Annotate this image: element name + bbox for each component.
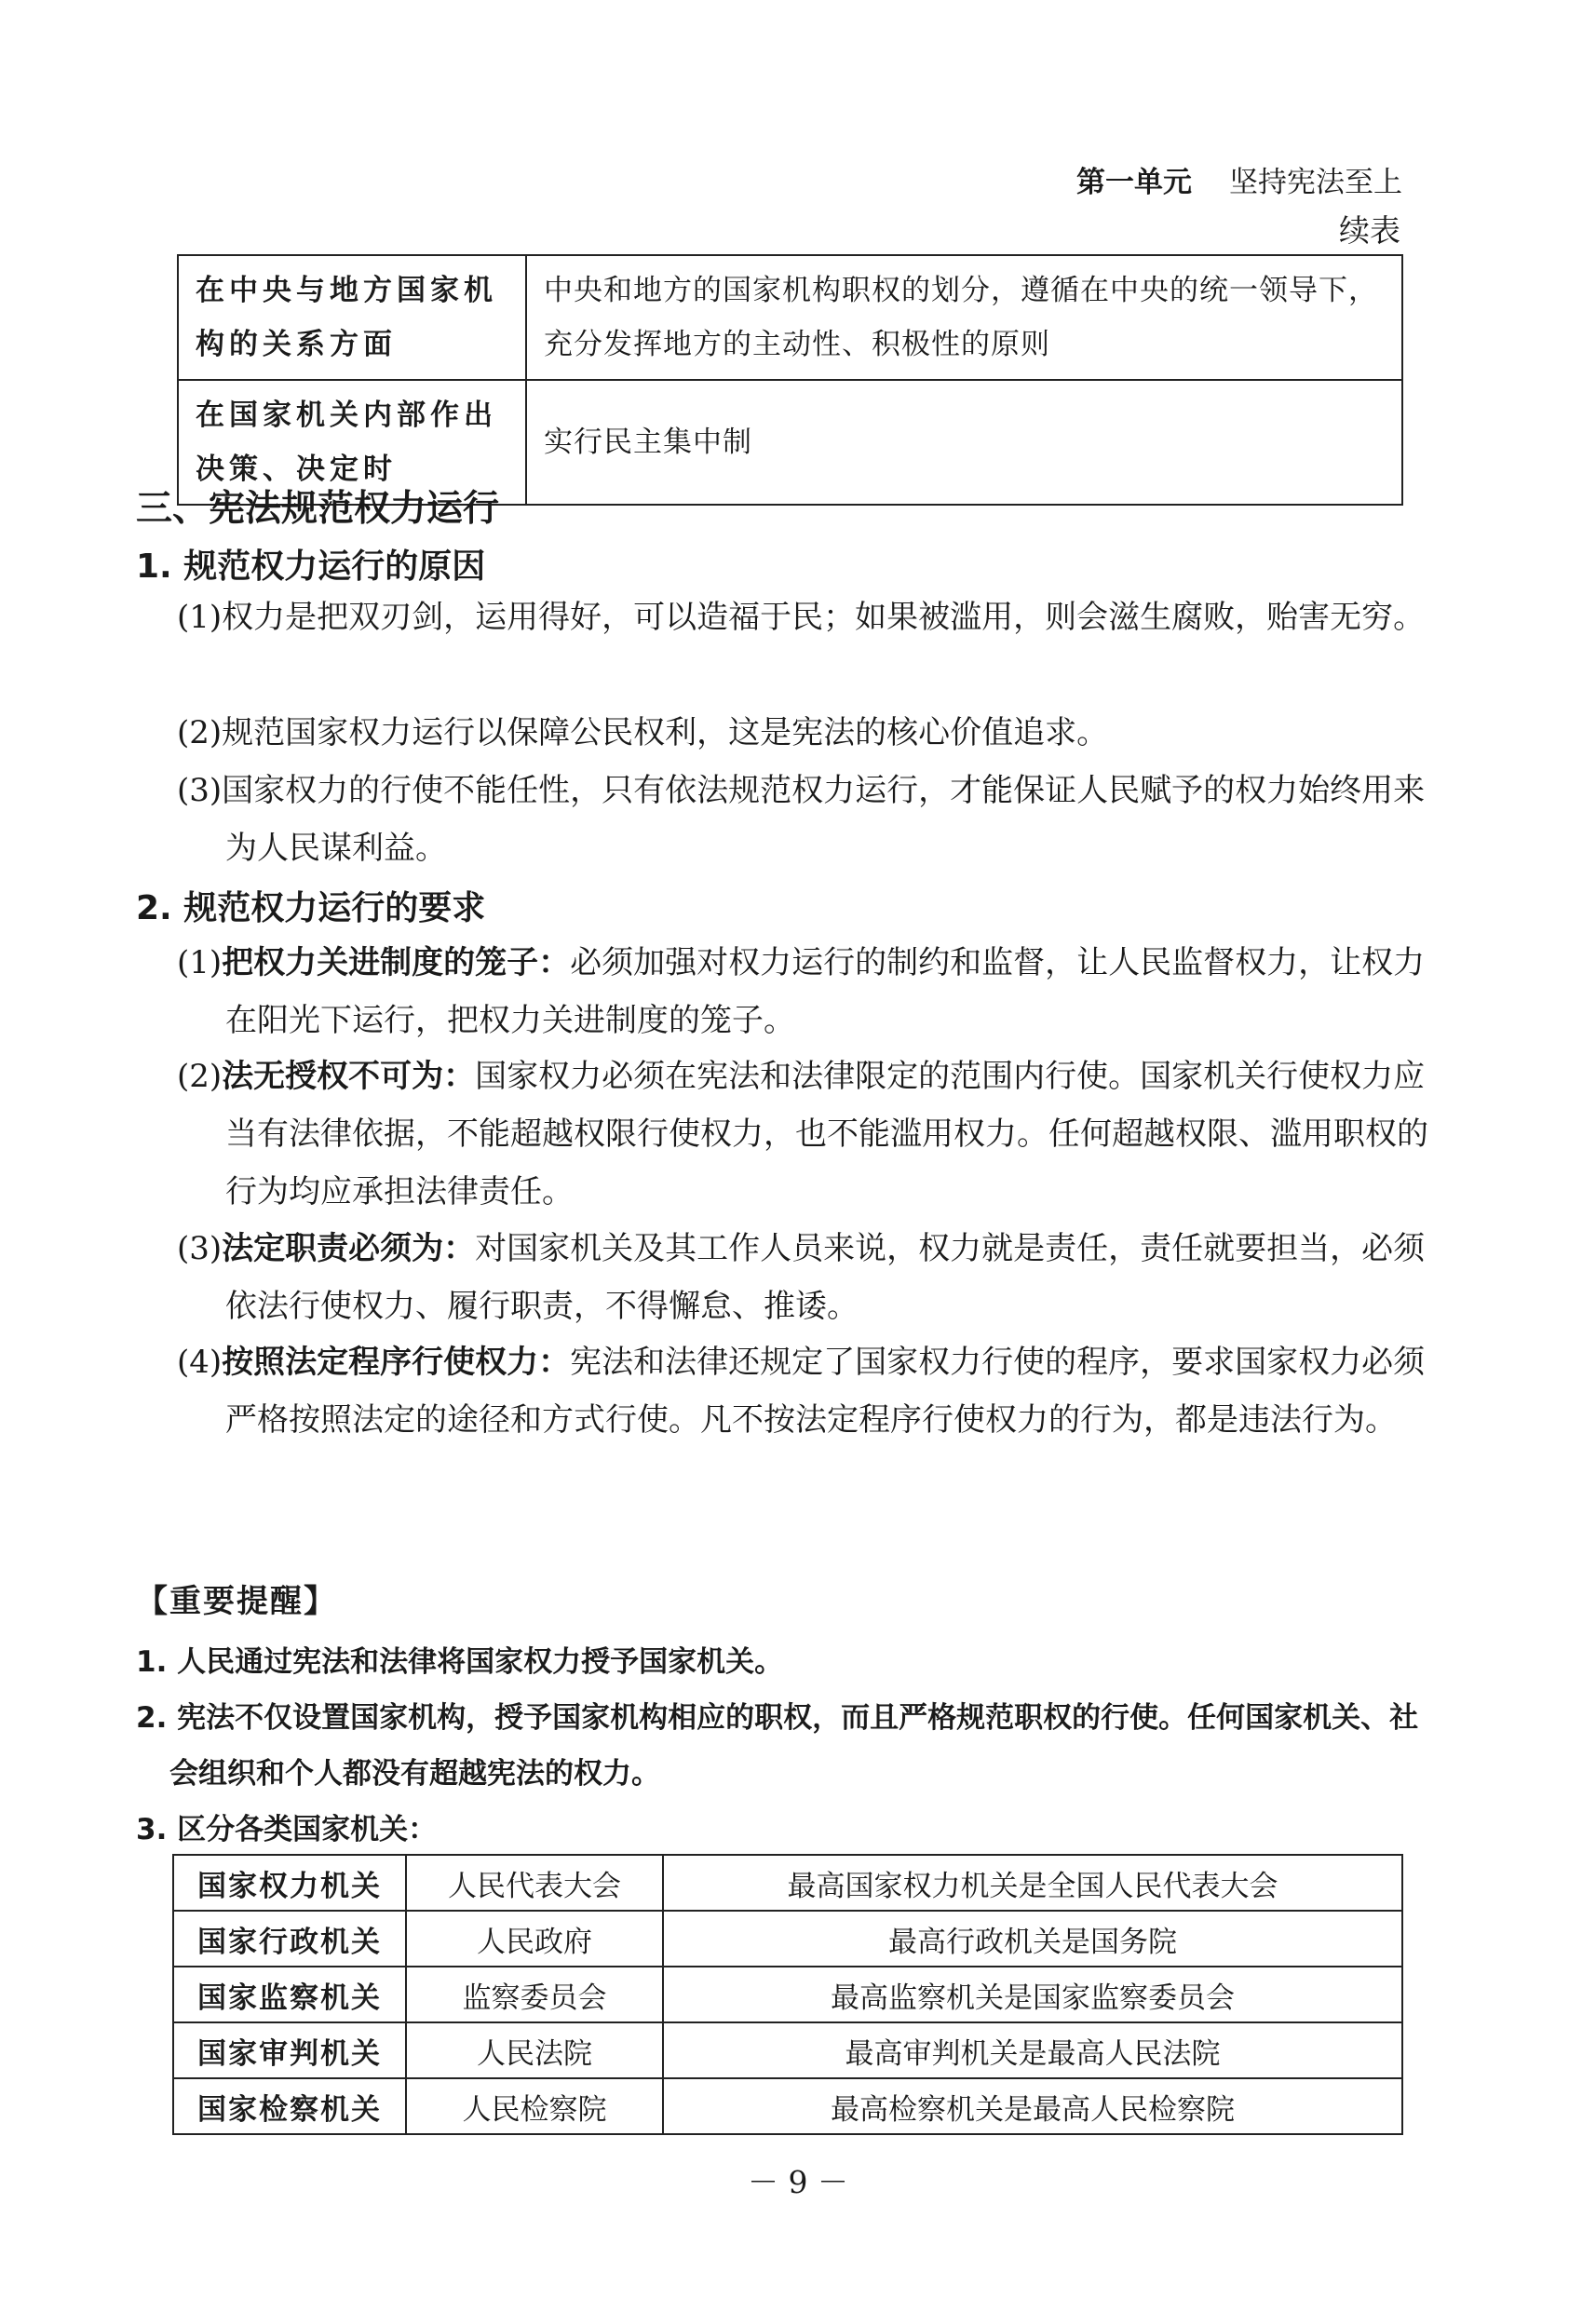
organ-type: 国家审判机关: [173, 2022, 406, 2078]
table-row: [173, 1855, 1402, 1911]
list-item: [177, 1048, 1454, 1221]
organ-name: 监察委员会: [406, 1967, 663, 2022]
item-text: 权力是把双刃剑，运用得好，可以造福于民；如果被滥用，则会滋生腐败，贻害无穷。: [222, 599, 1426, 636]
organ-name: 人民法院: [406, 2022, 663, 2078]
unit-label: 第一单元: [1076, 166, 1192, 199]
item-text: 规范国家权力运行以保障公民权利，这是宪法的核心价值追求。: [222, 714, 1109, 751]
list-item: [177, 704, 1454, 762]
list-item: [177, 588, 1454, 646]
running-header: [1076, 158, 1402, 200]
row-content: 中央和地方的国家机构职权的划分，遵循在中央的统一领导下，充分发挥地方的主动性、积极性的原则: [526, 255, 1402, 380]
list-item: [177, 762, 1454, 877]
item-number: (2): [177, 1058, 223, 1095]
row-aspect: 在中央与地方国家机构的关系方面: [178, 255, 526, 380]
item-number: (2): [177, 714, 223, 751]
organ-name: 人民检察院: [406, 2078, 663, 2134]
table-row: [173, 2022, 1402, 2078]
table-row: [173, 1967, 1402, 2022]
section-heading: 三、宪法规范权力运行: [136, 488, 500, 530]
organ-type: 国家检察机关: [173, 2078, 406, 2134]
page-number: － 9 －: [748, 2164, 848, 2200]
reminder-tip: 2. 宪法不仅设置国家机构，授予国家机构相应的职权，而且严格规范职权的行使。任何国家机关、社会组织和个人都没有超越宪法的权力。: [136, 1701, 1419, 1791]
item-text: 国家权力必须在宪法和法律限定的范围内行使。国家机关行使权力应当有法律依据，不能超越权限行使权力，也不能滥用权力。任何超越权限、滥用职权的行为均应承担法律责任。: [225, 1058, 1428, 1210]
subsection-heading: 2. 规范权力运行的要求: [136, 889, 486, 927]
list-item: [177, 1333, 1454, 1449]
organ-name: 人民代表大会: [406, 1855, 663, 1911]
organ-type: 国家行政机关: [173, 1911, 406, 1967]
organ-type: 国家权力机关: [173, 1855, 406, 1911]
item-number: (3): [177, 772, 223, 809]
organ-type: 国家监察机关: [173, 1967, 406, 2022]
item-text: 对国家机关及其工作人员来说，权力就是责任，责任就要担当，必须依法行使权力、履行职责，不得懈怠、推诿。: [225, 1230, 1426, 1325]
organs-table: [172, 1854, 1403, 2135]
list-item: [177, 934, 1454, 1049]
reminder-title: 【重要提醒】: [136, 1583, 337, 1620]
item-number: (1): [177, 599, 223, 636]
item-lead: 把权力关进制度的笼子：: [222, 944, 571, 981]
item-text: 宪法和法律还规定了国家权力行使的程序，要求国家权力必须严格按照法定的途径和方式行使。凡不按法定程序行使权力的行为，都是违法行为。: [225, 1344, 1426, 1439]
subsection-heading: 1. 规范权力运行的原因: [136, 548, 486, 586]
unit-title: 坚持宪法至上: [1229, 166, 1402, 199]
item-text: 国家权力的行使不能任性，只有依法规范权力运行，才能保证人民赋予的权力始终用来为人民谋利益。: [222, 772, 1426, 867]
organ-highest: 最高审判机关是最高人民法院: [663, 2022, 1402, 2078]
table-row: [173, 1911, 1402, 1967]
reminder-tip: 1. 人民通过宪法和法律将国家权力授予国家机关。: [136, 1645, 784, 1679]
item-text: 必须加强对权力运行的制约和监督，让人民监督权力，让权力在阳光下运行，把权力关进制度的笼子。: [225, 944, 1426, 1039]
organ-name: 人民政府: [406, 1911, 663, 1967]
reminder-tip: 3. 区分各类国家机关：: [136, 1813, 438, 1846]
organ-highest: 最高检察机关是最高人民检察院: [663, 2078, 1402, 2134]
organ-highest: 最高行政机关是国务院: [663, 1911, 1402, 1967]
organ-highest: 最高监察机关是国家监察委员会: [663, 1967, 1402, 2022]
item-number: (1): [177, 944, 223, 981]
item-number: (4): [177, 1344, 223, 1381]
row-content: 实行民主集中制: [526, 380, 1402, 505]
continued-label: 续表: [1339, 212, 1400, 249]
row-aspect: 在国家机关内部作出决策、决定时: [178, 380, 526, 505]
table-row: [173, 2078, 1402, 2134]
item-lead: 按照法定程序行使权力：: [222, 1344, 571, 1381]
item-lead: 法无授权不可为：: [222, 1058, 476, 1095]
organ-highest: 最高国家权力机关是全国人民代表大会: [663, 1855, 1402, 1911]
table-row: [178, 255, 1402, 380]
item-lead: 法定职责必须为：: [222, 1230, 476, 1267]
continued-table: [177, 254, 1403, 506]
item-number: (3): [177, 1230, 223, 1267]
list-item: [177, 1220, 1454, 1335]
